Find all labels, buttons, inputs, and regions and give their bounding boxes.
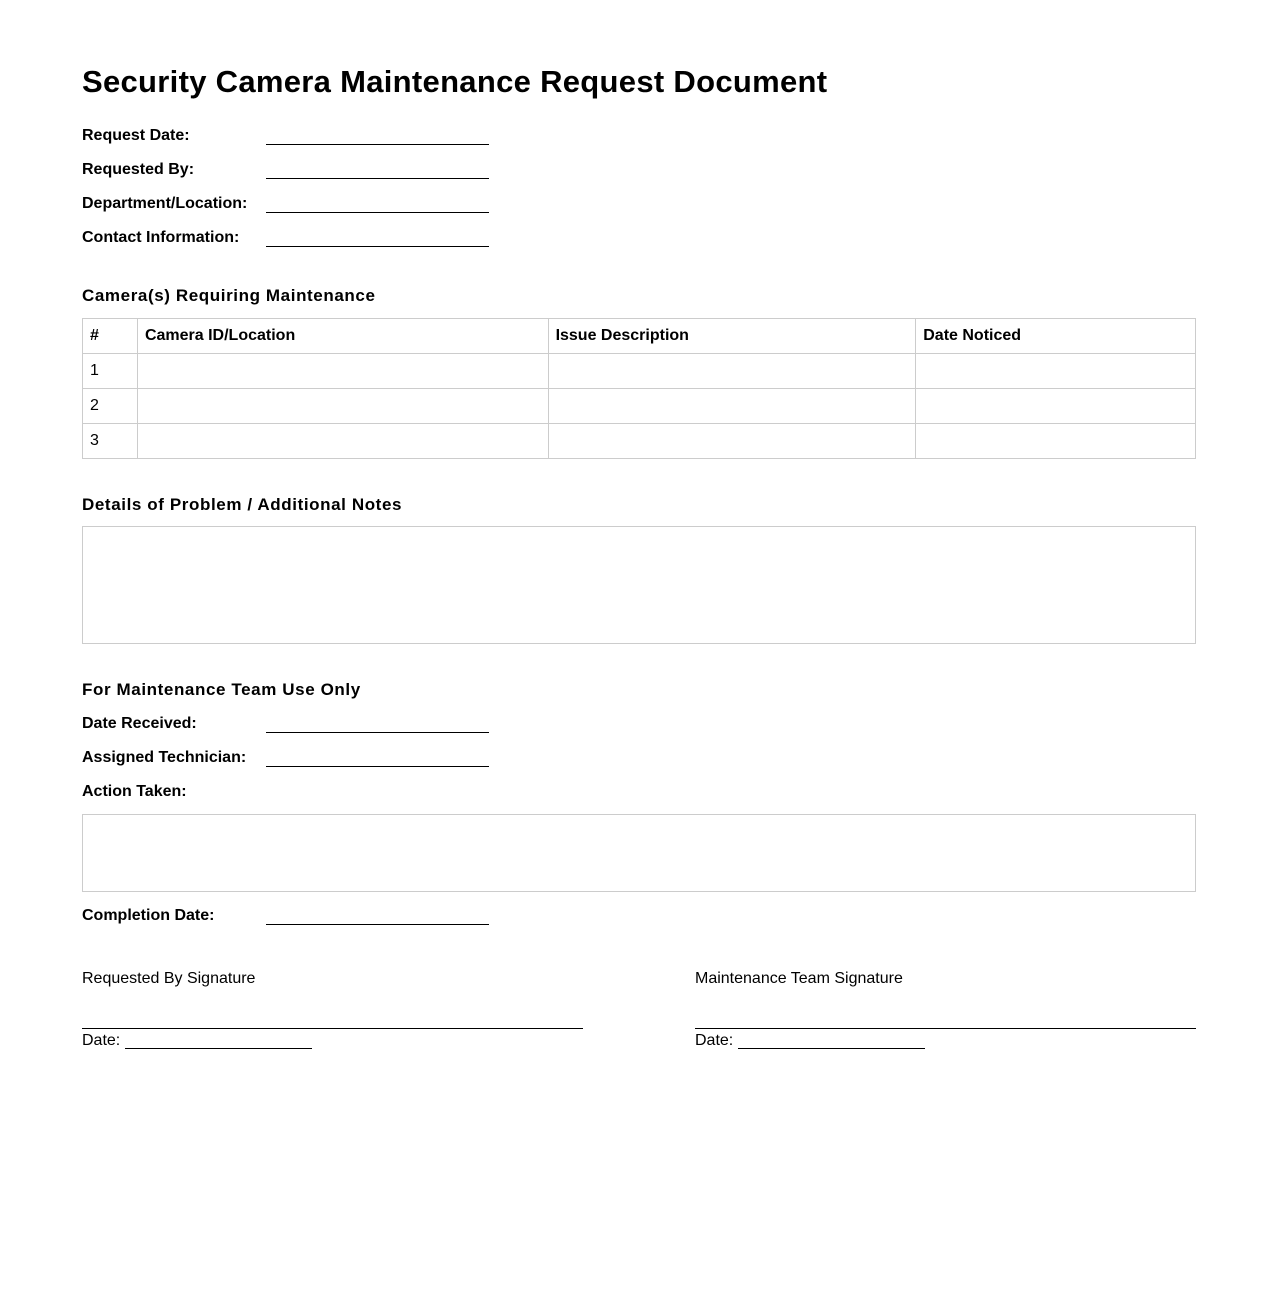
column-header-number: # <box>83 319 138 354</box>
cameras-section-heading: Camera(s) Requiring Maintenance <box>82 286 376 305</box>
assigned-technician-input-line[interactable] <box>266 766 489 767</box>
document-title: Security Camera Maintenance Request Document <box>82 64 828 99</box>
maintenance-team-signature-label: Maintenance Team Signature <box>695 970 903 987</box>
maintenance-team-date-line[interactable] <box>738 1048 925 1049</box>
camera-id-location-cell[interactable] <box>137 389 548 424</box>
table-row <box>83 389 1196 424</box>
issue-description-cell[interactable] <box>548 424 916 459</box>
requested-by-signature-label: Requested By Signature <box>82 970 256 987</box>
contact-information-label: Contact Information: <box>82 229 240 246</box>
action-taken-label: Action Taken: <box>82 783 187 800</box>
completion-date-input-line[interactable] <box>266 924 489 925</box>
requested-by-input-line[interactable] <box>266 178 489 179</box>
contact-information-field <box>82 229 502 253</box>
department-location-label: Department/Location: <box>82 195 248 212</box>
details-notes-box[interactable] <box>82 526 1196 644</box>
date-noticed-cell[interactable] <box>916 389 1196 424</box>
maintenance-team-signature-line[interactable] <box>695 1028 1196 1029</box>
requested-by-signature-line[interactable] <box>82 1028 583 1029</box>
details-section-heading: Details of Problem / Additional Notes <box>82 495 403 514</box>
department-location-field <box>82 195 502 219</box>
table-header-row <box>83 319 1196 354</box>
requested-by-date-label: Date: <box>82 1032 121 1049</box>
requested-by-field <box>82 161 502 185</box>
request-date-input-line[interactable] <box>266 144 489 145</box>
date-noticed-cell[interactable] <box>916 354 1196 389</box>
action-taken-box[interactable] <box>82 814 1196 892</box>
row-number: 1 <box>83 354 138 389</box>
issue-description-cell[interactable] <box>548 354 916 389</box>
contact-information-input-line[interactable] <box>266 246 489 247</box>
requested-by-label: Requested By: <box>82 161 195 178</box>
cameras-table <box>82 318 1196 459</box>
department-location-input-line[interactable] <box>266 212 489 213</box>
maintenance-team-date-label: Date: <box>695 1032 734 1049</box>
issue-description-cell[interactable] <box>548 389 916 424</box>
maintenance-section-heading: For Maintenance Team Use Only <box>82 680 361 699</box>
requested-by-date-line[interactable] <box>125 1048 312 1049</box>
row-number: 2 <box>83 389 138 424</box>
request-date-label: Request Date: <box>82 127 190 144</box>
column-header-issue-description: Issue Description <box>548 319 916 354</box>
column-header-date-noticed: Date Noticed <box>916 319 1196 354</box>
column-header-camera-id-location: Camera ID/Location <box>137 319 548 354</box>
assigned-technician-field <box>82 749 502 773</box>
action-taken-field <box>82 783 502 807</box>
date-received-label: Date Received: <box>82 715 197 732</box>
camera-id-location-cell[interactable] <box>137 424 548 459</box>
request-date-field <box>82 127 502 151</box>
assigned-technician-label: Assigned Technician: <box>82 749 247 766</box>
camera-id-location-cell[interactable] <box>137 354 548 389</box>
date-noticed-cell[interactable] <box>916 424 1196 459</box>
completion-date-label: Completion Date: <box>82 907 215 924</box>
completion-date-field <box>82 907 502 931</box>
date-received-input-line[interactable] <box>266 732 489 733</box>
table-row <box>83 424 1196 459</box>
date-received-field <box>82 715 502 739</box>
row-number: 3 <box>83 424 138 459</box>
table-row <box>83 354 1196 389</box>
